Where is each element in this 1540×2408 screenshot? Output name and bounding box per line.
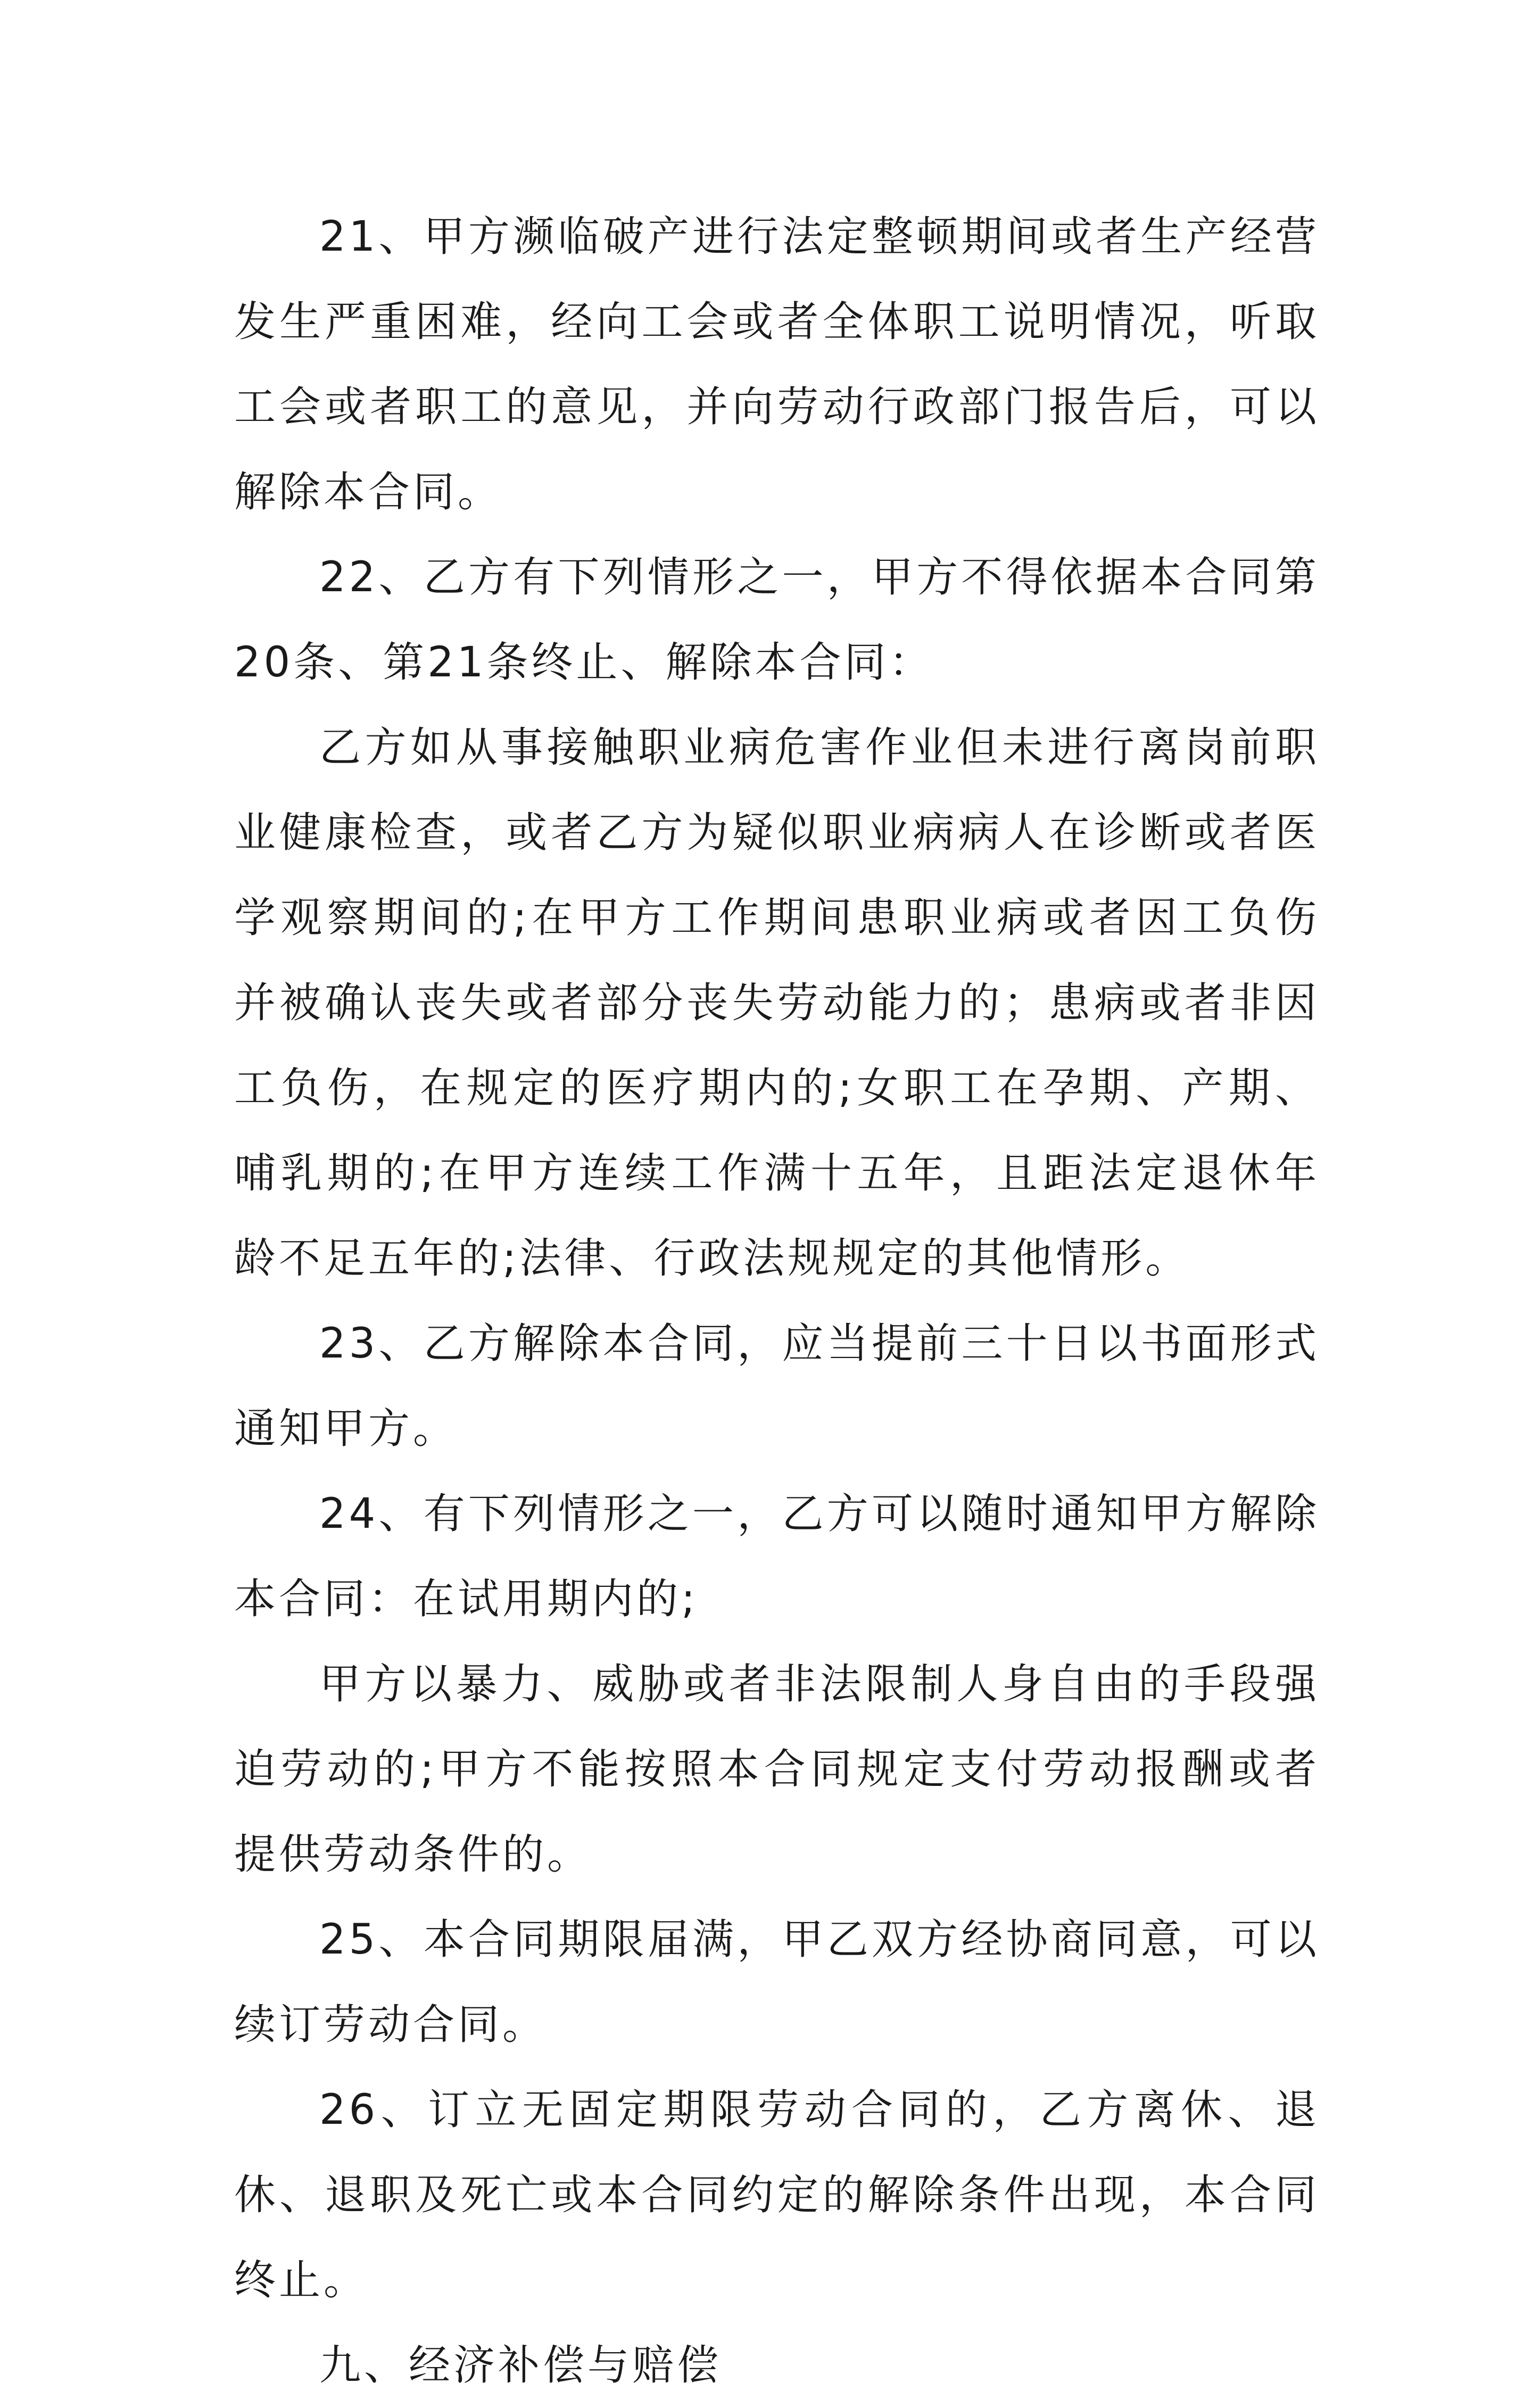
clause-25-paragraph: 25、本合同期限届满，甲乙双方经协商同意，可以续订劳动合同。 bbox=[234, 1916, 1320, 2049]
clause-24-detail-paragraph: 甲方以暴力、威胁或者非法限制人身自由的手段强迫劳动的;甲方不能按照本合同规定支付劳动报酬或者提供劳动条件的。 bbox=[234, 1660, 1320, 1879]
clause-21-paragraph: 21、甲方濒临破产进行法定整顿期间或者生产经营发生严重困难，经向工会或者全体职工说明情况，听取工会或者职工的意见，并向劳动行政部门报告后，可以解除本合同。 bbox=[234, 213, 1320, 516]
clause-22-paragraph: 22、乙方有下列情形之一，甲方不得依据本合同第20条、第21条终止、解除本合同： bbox=[234, 553, 1320, 686]
clause-22-detail-paragraph: 乙方如从事接触职业病危害作业但未进行离岗前职业健康检查，或者乙方为疑似职业病病人在诊断或者医学观察期间的;在甲方工作期间患职业病或者因工负伤并被确认丧失或者部分丧失劳动能力的；患病或者非因工负伤，在规定的医疗期内的;女职工在孕期、产期、哺乳期的;在甲方连续工作满十五年，且距法定退休年龄不足五年的;法律、行政法规规定的其他情形。 bbox=[234, 724, 1320, 1282]
clause-24-paragraph: 24、有下列情形之一，乙方可以随时通知甲方解除本合同：在试用期内的; bbox=[234, 1490, 1320, 1623]
clause-26-paragraph: 26、订立无固定期限劳动合同的，乙方离休、退休、退职及死亡或本合同约定的解除条件出现，本合同终止。 bbox=[234, 2086, 1320, 2304]
document-body bbox=[234, 194, 1320, 2408]
clause-23-paragraph: 23、乙方解除本合同，应当提前三十日以书面形式通知甲方。 bbox=[234, 1320, 1320, 1453]
section-heading: 九、经济补偿与赔偿 bbox=[319, 2341, 722, 2389]
